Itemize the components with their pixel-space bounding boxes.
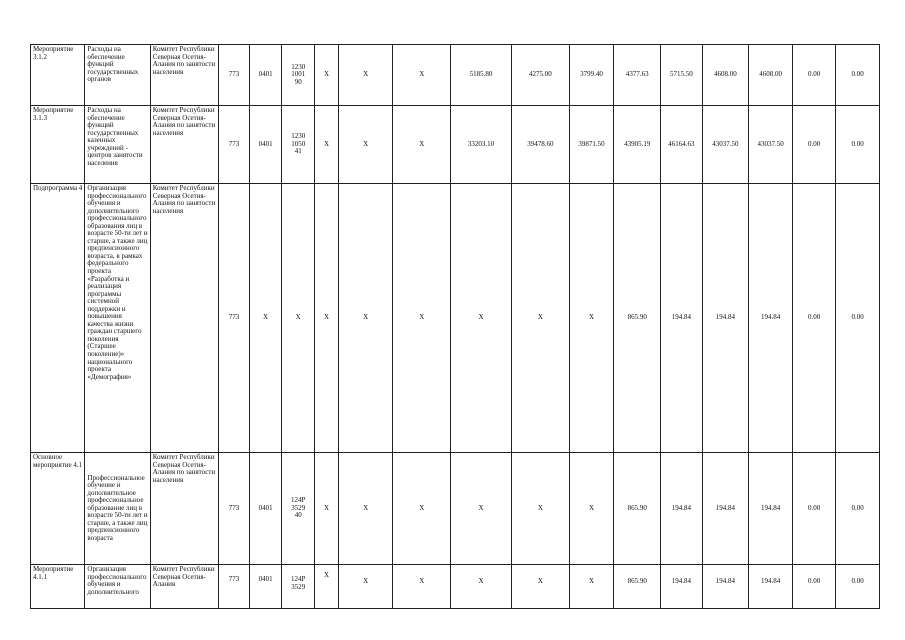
value-cell: 194.84: [702, 453, 749, 565]
grbs-cell: 773: [219, 45, 249, 106]
value-text: 194.84: [760, 577, 781, 585]
table-row: [31, 184, 880, 453]
value-cell: 5715.50: [661, 45, 702, 106]
rzpr-cell: X: [249, 184, 282, 453]
value-cell: X: [393, 45, 451, 106]
budget-table: [30, 44, 880, 609]
csr-cell: [282, 565, 315, 609]
row-description-cell: Профессиональное обучение и дополнительное профессиональное образование лиц в возрасте 50-ти лет и старше, а также лиц предпенсионного возраста: [85, 453, 150, 565]
value-cell: [614, 565, 661, 609]
value-cell: [702, 565, 749, 609]
csr-cell: [282, 106, 315, 184]
value-cell: X: [512, 184, 570, 453]
value-cell: [661, 565, 702, 609]
value-cell: 865.90: [614, 184, 661, 453]
value-cell: 5185.80: [451, 45, 512, 106]
value-cell: 865.90: [614, 453, 661, 565]
csr-value: X: [295, 313, 301, 322]
csr-value: 124P 3529 40: [291, 496, 306, 520]
value-cell: X: [338, 45, 392, 106]
value-cell: 0.00: [836, 45, 880, 106]
vr-cell: X: [315, 106, 339, 184]
grbs-cell: 773: [219, 453, 249, 565]
value-text: 194.84: [671, 577, 691, 585]
value-cell: 0.00: [836, 184, 880, 453]
value-cell: X: [569, 184, 614, 453]
value-text: 0.00: [851, 577, 864, 585]
vr-cell: [315, 565, 339, 609]
value-cell: 4608.00: [749, 45, 793, 106]
value-cell: 194.84: [661, 453, 702, 565]
value-text: 194.84: [715, 577, 736, 585]
row-description-cell: Расходы на обеспечение функций государственных органов: [85, 45, 150, 106]
row-description-cell: Расходы на обеспечение функций государственных казенных учреждений - центров занятости населения: [85, 106, 150, 184]
row-description-text: Организация профессионального обучения и дополнительного: [87, 566, 147, 596]
row-organization-cell: Комитет Республики Северная Осетия-Алания по занятости населения: [150, 45, 219, 106]
value-cell: [512, 565, 570, 609]
vr-cell: X: [315, 184, 339, 453]
value-cell: X: [451, 453, 512, 565]
value-cell: 43037.50: [702, 106, 749, 184]
row-name-text: Мероприятие 4.1.1: [33, 566, 74, 581]
value-cell: [569, 565, 614, 609]
csr-value: 1230 1001 90: [291, 62, 306, 86]
value-cell: 0.00: [792, 184, 836, 453]
row-organization-cell: Комитет Республики Северная Осетия-Алания по занятости населения: [150, 453, 219, 565]
csr-cell: [282, 184, 315, 453]
document-page: [30, 44, 880, 610]
value-cell: X: [393, 106, 451, 184]
value-text: X: [537, 577, 543, 585]
table-row: [31, 106, 880, 184]
row-description-cell: Организация профессионального обучения и дополнительного профессионального образования лиц в возрасте 50-ти лет и старше, а также лиц предпенсионного возраста, в рамках федерального проекта «Разработка и реализация программы системной поддержки и повышения качества жизни граждан старшего поколения (Старшее поколение)» национального проекта «Демография»: [85, 184, 150, 453]
value-cell: [749, 565, 793, 609]
value-text: X: [589, 577, 595, 585]
value-text: X: [478, 577, 484, 585]
value-cell: 0.00: [792, 45, 836, 106]
value-text: X: [363, 577, 369, 585]
csr-cell: [282, 45, 315, 106]
value-cell: [451, 565, 512, 609]
vr-cell: X: [315, 453, 339, 565]
grbs-value: 773: [228, 575, 240, 583]
value-cell: X: [393, 184, 451, 453]
value-cell: [393, 565, 451, 609]
value-cell: X: [451, 184, 512, 453]
vr-value: X: [323, 571, 330, 579]
rzpr-value: 0401: [258, 575, 273, 583]
rzpr-cell: 0401: [249, 45, 282, 106]
csr-value: 1230 1050 41: [291, 132, 306, 156]
value-cell: X: [569, 453, 614, 565]
value-text: 865.90: [627, 577, 647, 585]
value-cell: 194.84: [661, 184, 702, 453]
value-cell: 33203.10: [451, 106, 512, 184]
value-cell: 39871.50: [569, 106, 614, 184]
value-text: X: [419, 577, 425, 585]
table-row: [31, 453, 880, 565]
value-cell: 0.00: [836, 453, 880, 565]
table-row: [31, 565, 880, 609]
grbs-cell: [219, 565, 249, 609]
value-cell: [338, 565, 392, 609]
row-name-cell: Мероприятие 3.1.3: [31, 106, 85, 184]
row-organization-cell: Комитет Республики Северная Осетия-Алания по занятости населения: [150, 106, 219, 184]
row-organization-cell: [150, 565, 219, 609]
rzpr-cell: 0401: [249, 106, 282, 184]
grbs-cell: 773: [219, 106, 249, 184]
row-organization-text: Комитет Республики Северная Осетия-Алания: [152, 566, 215, 589]
value-cell: X: [338, 453, 392, 565]
value-cell: 43905.19: [614, 106, 661, 184]
value-cell: 194.84: [749, 453, 793, 565]
row-name-cell: Мероприятие 3.1.2: [31, 45, 85, 106]
value-cell: 3799.40: [569, 45, 614, 106]
value-cell: X: [393, 453, 451, 565]
value-cell: 4377.63: [614, 45, 661, 106]
value-cell: 0.00: [792, 453, 836, 565]
value-cell: [792, 565, 836, 609]
row-description-cell: [85, 565, 150, 609]
csr-value: 124P 3529: [291, 575, 306, 591]
value-text: 0.00: [807, 577, 821, 585]
value-cell: 39478.60: [512, 106, 570, 184]
value-cell: 43037.50: [749, 106, 793, 184]
row-organization-cell: Комитет Республики Северная Осетия-Алания по занятости населения: [150, 184, 219, 453]
value-cell: 4275.00: [512, 45, 570, 106]
value-cell: X: [338, 106, 392, 184]
value-cell: X: [338, 184, 392, 453]
table-row: [31, 45, 880, 106]
value-cell: X: [512, 453, 570, 565]
csr-cell: [282, 453, 315, 565]
row-name-cell: [31, 565, 85, 609]
grbs-cell: 773: [219, 184, 249, 453]
rzpr-cell: 0401: [249, 453, 282, 565]
value-cell: 0.00: [792, 106, 836, 184]
vr-cell: X: [315, 45, 339, 106]
row-name-cell: Подпрограмма 4: [31, 184, 85, 453]
row-name-cell: Основное мероприятие 4.1: [31, 453, 85, 565]
value-cell: 46164.63: [661, 106, 702, 184]
value-cell: 194.84: [702, 184, 749, 453]
value-cell: 0.00: [836, 106, 880, 184]
rzpr-cell: [249, 565, 282, 609]
value-cell: [836, 565, 880, 609]
value-cell: 4608.00: [702, 45, 749, 106]
value-cell: 194.84: [749, 184, 793, 453]
